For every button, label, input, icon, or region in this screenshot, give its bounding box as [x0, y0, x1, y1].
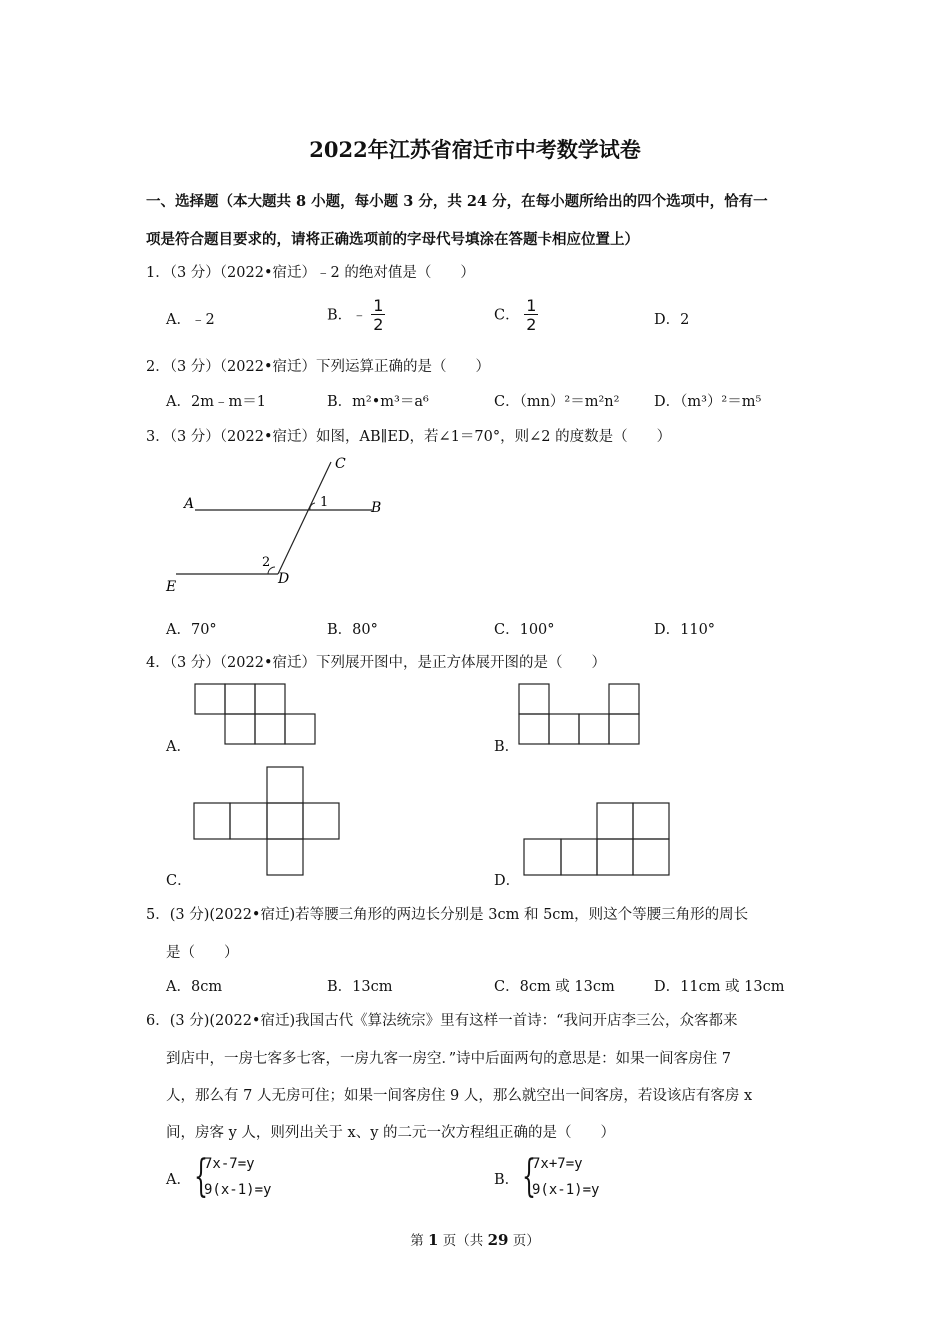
- q5-option-c: C．8cm 或 13cm: [494, 979, 615, 995]
- q4-net-b: [518, 683, 644, 747]
- equation-2: 9(x-1)=y: [532, 1182, 600, 1198]
- total-pages: 29: [487, 1231, 509, 1249]
- q1-option-d: D．2: [654, 312, 690, 328]
- label-a: A: [184, 496, 195, 512]
- equation-1: 7x-7=y: [204, 1156, 255, 1172]
- q5-option-d: D．11cm 或 13cm: [654, 979, 785, 995]
- q3-option-b: B．80°: [327, 622, 378, 638]
- q6-option-a-system: [194, 1151, 271, 1203]
- q6-option-a-label: A．: [166, 1172, 191, 1188]
- q4-option-c: C．: [166, 873, 192, 889]
- q1-option-c-fraction: [524, 298, 538, 333]
- equation-2: 9(x-1)=y: [204, 1182, 272, 1198]
- label-b: B: [371, 500, 382, 516]
- q1-option-a: A．﹣2: [166, 312, 215, 328]
- section-heading-line2: 项是符合题目要求的，请将正确选项前的字母代号填涂在答题卡相应位置上）: [146, 231, 639, 248]
- q1-option-c: [494, 298, 538, 333]
- q4-net-d: [523, 802, 673, 878]
- brace-icon: {: [194, 1151, 208, 1202]
- q6-option-b-label: B．: [494, 1172, 520, 1188]
- exam-title: 2022年江苏省宿迁市中考数学试卷: [309, 137, 641, 162]
- fraction-numerator: 1: [526, 296, 537, 315]
- q1-option-b-fraction: [371, 298, 385, 333]
- q5-option-a: A．8cm: [166, 979, 223, 995]
- q6-stem-line1: 6．(3 分)(2022•宿迁)我国古代《算法统宗》里有这样一首诗：“我问开店李三公，众客都来: [146, 1013, 738, 1029]
- q4-net-a: [194, 683, 320, 747]
- footer-suffix: 页）: [508, 1233, 540, 1249]
- q3-option-a: A．70°: [166, 622, 217, 638]
- q2-option-a: A．2m﹣m＝1: [166, 394, 266, 410]
- line-cd: [278, 462, 331, 574]
- q4-option-b: B．: [494, 739, 520, 755]
- q1-option-c-prefix: C．: [494, 307, 520, 324]
- fraction-denominator: 2: [526, 315, 537, 334]
- q5-stem-line1: 5．(3 分)(2022•宿迁)若等腰三角形的两边长分别是 3cm 和 5cm，则这个等腰三角形的周长: [146, 907, 749, 923]
- q4-net-c: [193, 766, 343, 878]
- label-angle-2: 2: [262, 555, 271, 570]
- label-d: D: [278, 571, 290, 587]
- label-e: E: [166, 579, 177, 595]
- page-footer: [0, 1229, 950, 1249]
- label-c: C: [335, 456, 346, 472]
- q3-option-d: D．110°: [654, 622, 716, 638]
- q6-stem-line3: 人，那么有 7 人无房可住；如果一间客房住 9 人，那么就空出一间客房，若设该店有客房 x: [166, 1088, 753, 1104]
- footer-prefix: 第: [410, 1233, 429, 1249]
- fraction-numerator: 1: [373, 296, 384, 315]
- current-page-number: 1: [428, 1231, 439, 1249]
- q6-stem-line4: 间，房客 y 人，则列出关于 x、y 的二元一次方程组正确的是（ ）: [166, 1125, 615, 1141]
- q3-option-c: C．100°: [494, 622, 555, 638]
- q1-option-b-prefix: B．﹣: [327, 307, 367, 324]
- q5-stem-line2: 是（ ）: [166, 945, 239, 961]
- q6-stem-line2: 到店中，一房七客多七客，一房九客一房空．”诗中后面两句的意思是：如果一间客房住 7: [166, 1051, 731, 1067]
- fraction-denominator: 2: [373, 315, 384, 334]
- parallel-lines-figure: [160, 450, 400, 600]
- q4-stem: 4．（3 分）（2022•宿迁）下列展开图中，是正方体展开图的是（ ）: [146, 655, 607, 671]
- q2-stem: 2．（3 分）（2022•宿迁）下列运算正确的是（ ）: [146, 359, 491, 375]
- footer-middle: 页（共: [438, 1233, 488, 1249]
- label-angle-1: 1: [320, 495, 329, 510]
- q2-option-c: C．（mn）²＝m²n²: [494, 394, 620, 410]
- q3-stem: 3．（3 分）（2022•宿迁）如图，AB∥ED，若∠1＝70°，则∠2 的度数是（ ）: [146, 429, 672, 445]
- brace-icon: {: [522, 1151, 536, 1202]
- q4-option-d: D．: [494, 873, 521, 889]
- q1-stem: 1．（3 分）（2022•宿迁）﹣2 的绝对值是（ ）: [146, 265, 475, 281]
- q4-option-a: A．: [166, 739, 191, 755]
- q5-option-b: B．13cm: [327, 979, 393, 995]
- q1-option-b: [327, 298, 385, 333]
- q6-option-b-system: [522, 1151, 599, 1203]
- q2-option-d: D．（m³）²＝m⁵: [654, 394, 762, 410]
- equation-1: 7x+7=y: [532, 1156, 583, 1172]
- q2-option-b: B．m²•m³＝a⁶: [327, 394, 429, 410]
- section-heading-line1: 一、选择题（本大题共 8 小题，每小题 3 分，共 24 分，在每小题所给出的四个选项中，恰有一: [146, 193, 768, 210]
